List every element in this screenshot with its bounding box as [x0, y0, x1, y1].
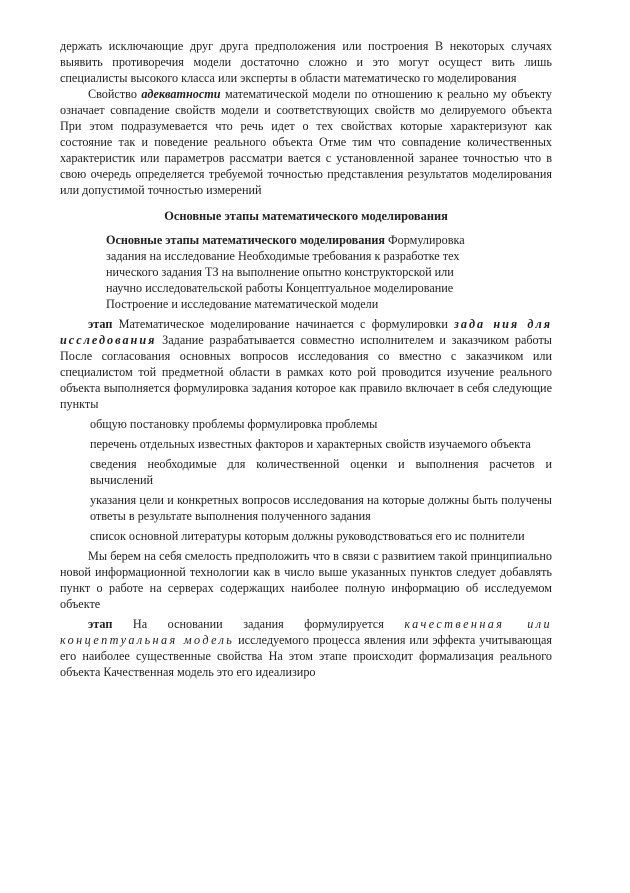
paragraph-stage-task: [60, 316, 552, 412]
stages-summary: [106, 232, 530, 312]
task-items-list: [90, 416, 552, 544]
document-page: [60, 38, 552, 680]
stages-summary-line-1: [106, 232, 530, 248]
stage-model-term: качественная или концептуальная модель: [60, 617, 552, 647]
paragraph-adequacy: [60, 86, 552, 198]
stages-summary-line-2: задания на исследование Необходимые требования к разработке тех: [106, 249, 460, 263]
stage-model-intro: На основании задания формулируется: [112, 617, 405, 631]
paragraph-contradictions: держать исключающие друг друга предположения или построения В некоторых случаях выявить противоречия модели достаточно сложно и это могут осущест вить лишь специалисты высокого класса или эксперты в области математическо го моделирования: [60, 39, 552, 85]
adequacy-term: адекватности: [141, 87, 221, 101]
list-item: список основной литературы которым должны руководствоваться его ис полнители: [90, 529, 525, 543]
stage-model-text: исследуемого процесса явления или эффекта учитывающая его наиболее существенные свойства На этом этапе происходит формализация реального объекта Качественная модель это его идеализиро: [60, 633, 552, 679]
paragraph-internet: Мы берем на себя смелость предположить что в связи с развитием такой принципиально новой информационной технологии как в число выше указанных пунктов следует добавлять пункт о работе на серверах содержащих наиболее полную информацию об исследуемом объекте: [60, 549, 552, 611]
stage-task-intro: Математическое моделирование начинается с формулировки: [112, 317, 455, 331]
adequacy-intro: Свойство: [88, 87, 142, 101]
stages-summary-line-3: нического задания ТЗ на выполнение опытно конструкторской или: [106, 265, 454, 279]
stages-summary-line-4: научно исследовательской работы Концептуальное моделирование: [106, 281, 454, 295]
stage-label: этап: [88, 617, 113, 631]
adequacy-text: математической модели по отношению к реально му объекту означает совпадение свойств модели и соответствующих свойств мо делируемого объекта При этом подразумевается что речь идет о тех свойствах которые характеризуют как состояние так и поведение реального объекта Отме тим что совпадение количественных характеристик или параметров рассматри вается с установленной заранее точностью что в свою очередь определяется требуемой точностью представления результатов моделирования или допустимой точностью измерений: [60, 87, 552, 197]
stage-task-text: Задание разрабатывается совместно исполнителем и заказчиком работы После согласования основных вопросов исследования со вместно с заказчиком или специалистом той предметной области в рамках кото рой проводится изучение реального объекта выполняется формулировка задания которое как правило включает в себя следующие пункты: [60, 333, 552, 411]
list-item: указания цели и конкретных вопросов исследования на которые должны быть получены ответы в результате выполнения полученного задания: [90, 493, 552, 523]
stage-label: этап: [88, 317, 113, 331]
stages-summary-text-1: Формулировка: [384, 233, 465, 247]
paragraph-stage-model: [60, 616, 552, 680]
stage-task-term: зада ния для исследования: [60, 317, 552, 347]
stages-summary-title: Основные этапы математического моделирования: [106, 233, 385, 247]
list-item: сведения необходимые для количественной оценки и выполнения расчетов и вычислений: [90, 457, 552, 487]
stages-summary-line-5: Построение и исследование математической модели: [106, 297, 379, 311]
list-item: общую постановку проблемы формулировка проблемы: [90, 417, 378, 431]
section-heading: Основные этапы математического моделирования: [164, 209, 448, 223]
list-item: перечень отдельных известных факторов и характерных свойств изучаемого объекта: [90, 437, 531, 451]
